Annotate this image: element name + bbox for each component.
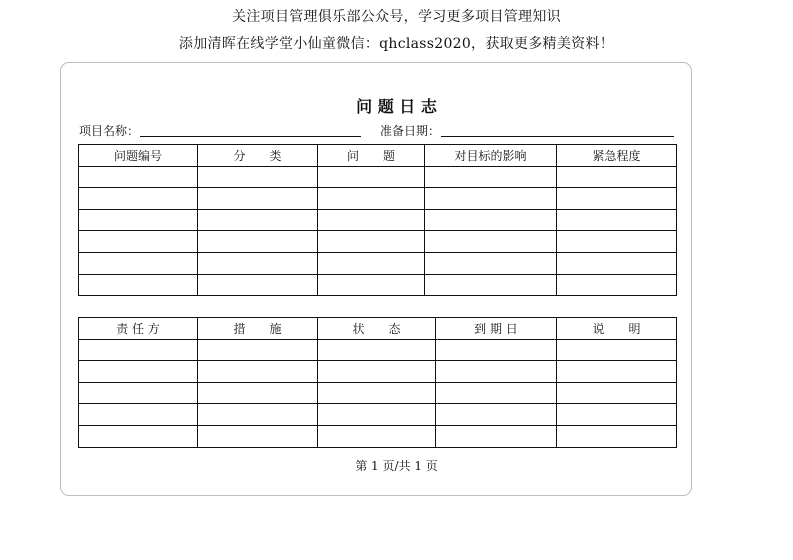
project-name-label: 项目名称： [79,124,140,138]
promo-line-1: 关注项目管理俱乐部公众号，学习更多项目管理知识 [232,9,561,25]
table-cell[interactable] [79,361,198,383]
table-cell[interactable] [436,425,557,447]
table-cell[interactable] [557,339,677,361]
table-row [79,252,677,274]
table-cell[interactable] [318,188,425,210]
header-urgency: 紧急程度 [557,145,677,167]
header-issue-number: 问题编号 [79,145,198,167]
table-cell[interactable] [557,252,677,274]
table-cell[interactable] [318,425,436,447]
table-row [79,382,677,404]
table-row [79,339,677,361]
issues-table [78,144,677,296]
table-cell[interactable] [557,231,677,253]
table-cell[interactable] [318,274,425,296]
table-cell[interactable] [425,252,557,274]
table-cell[interactable] [557,166,677,188]
table-cell[interactable] [318,339,436,361]
table-cell[interactable] [79,166,198,188]
header-owner: 责 任 方 [79,318,198,340]
header-status: 状 态 [318,318,436,340]
table-cell[interactable] [318,209,425,231]
table-cell[interactable] [557,274,677,296]
table-row [79,274,677,296]
table-cell[interactable] [198,274,318,296]
table-cell[interactable] [198,252,318,274]
project-name-field[interactable] [140,136,361,137]
table-cell[interactable] [425,231,557,253]
table-cell[interactable] [436,404,557,426]
table-cell[interactable] [79,404,198,426]
actions-table [78,317,677,448]
header-due-date: 到 期 日 [436,318,557,340]
table-cell[interactable] [557,404,677,426]
table-cell[interactable] [79,188,198,210]
issues-header-row [79,145,677,167]
table-row [79,166,677,188]
table-cell[interactable] [198,382,318,404]
table-cell[interactable] [425,166,557,188]
table-row [79,231,677,253]
table-cell[interactable] [79,425,198,447]
table-cell[interactable] [318,166,425,188]
table-cell[interactable] [425,209,557,231]
table-cell[interactable] [198,361,318,383]
table-row [79,425,677,447]
table-cell[interactable] [425,274,557,296]
promo-line-2: 添加清晖在线学堂小仙童微信：qhclass2020，获取更多精美资料！ [178,36,615,52]
table-cell[interactable] [557,425,677,447]
header-notes: 说 明 [557,318,677,340]
table-cell[interactable] [79,209,198,231]
table-cell[interactable] [557,361,677,383]
header-category: 分 类 [198,145,318,167]
table-cell[interactable] [79,252,198,274]
header-measures: 措 施 [198,318,318,340]
form-title: 问 题 日 志 [356,97,437,116]
table-cell[interactable] [436,382,557,404]
table-cell[interactable] [318,404,436,426]
table-row [79,188,677,210]
prep-date-field[interactable] [441,136,674,137]
prep-date-label: 准备日期： [380,124,441,138]
table-cell[interactable] [557,188,677,210]
actions-header-row [79,318,677,340]
table-cell[interactable] [79,339,198,361]
table-cell[interactable] [198,339,318,361]
table-cell[interactable] [79,382,198,404]
table-row [79,404,677,426]
table-row [79,209,677,231]
table-cell[interactable] [425,188,557,210]
header-issue: 问 题 [318,145,425,167]
table-cell[interactable] [318,382,436,404]
table-cell[interactable] [198,188,318,210]
table-cell[interactable] [557,209,677,231]
header-impact: 对目标的影响 [425,145,557,167]
table-cell[interactable] [79,231,198,253]
table-cell[interactable] [318,231,425,253]
table-cell[interactable] [436,361,557,383]
table-cell[interactable] [557,382,677,404]
table-cell[interactable] [318,252,425,274]
table-cell[interactable] [198,404,318,426]
table-cell[interactable] [79,274,198,296]
table-cell[interactable] [198,231,318,253]
table-cell[interactable] [318,361,436,383]
page-number: 第 1 页/共 1 页 [355,459,438,473]
table-cell[interactable] [436,339,557,361]
table-cell[interactable] [198,166,318,188]
table-cell[interactable] [198,209,318,231]
table-row [79,361,677,383]
table-cell[interactable] [198,425,318,447]
